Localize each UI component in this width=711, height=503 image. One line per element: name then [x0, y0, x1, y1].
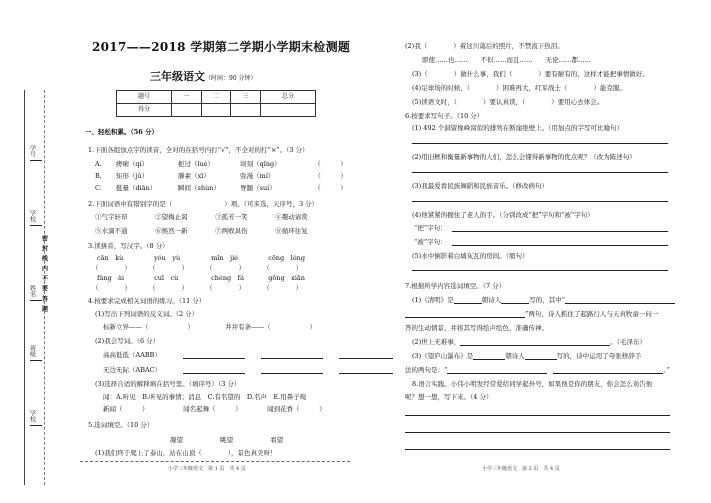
q7-1: (1)《清明》是 朝诗人 写的，其中“	[412, 296, 675, 304]
binding-label-school: 学校	[28, 210, 36, 222]
q4-3-items: 新闻（ ） 闻名起舞（ ） 闻到花香（ ）	[103, 405, 326, 413]
r-item-5: (5)读语文时，（ ）要认真读，（ ）要用心去体会。	[412, 98, 604, 106]
question-5: 5.选词填空。（10 分）	[88, 421, 154, 429]
q7-3-cont: 法的两句是：“ 。”	[405, 366, 670, 374]
q4-3: (3)选择合适的解释填在括号里。（填序号）（3 分）	[95, 380, 241, 388]
answer-line[interactable]	[405, 415, 670, 416]
page-footer-2: 小学三年级语文 第 2 页 共 4 页	[482, 466, 560, 472]
q6-4: (4)他紧紧的握住了老人的手。（分别改成“把”字句和“被”字句）	[412, 211, 594, 219]
q4-1-items: 标新立异——（ ） 井井有条——（ ）	[103, 323, 317, 331]
page-divider	[80, 461, 350, 462]
q7-1-cont: ”两句，诗人抓住了起路行人与天真牧童一问一	[405, 310, 658, 318]
r-item-3: (3)（ ）做什么事，我们（ ）要有耐有的，这样才能把事情做好。	[412, 70, 649, 78]
q7-1-end: 答的生动情景，并将其写得绘声绘色，准确传神。	[405, 324, 548, 332]
q6-1: (1) 492 个洞留像峰窝似的排列在断崖绝壁上。（用加点的字写可比喻句）	[412, 124, 623, 132]
q2-row-2: ⑤水滴不通 ⑥焕然一新 ⑦两败具伤 ⑧循环往复	[95, 227, 308, 235]
score-header-cell: 二	[201, 91, 231, 104]
answer-line[interactable]	[405, 432, 670, 433]
score-table-row	[117, 104, 316, 117]
seal-line-text: 密 封 线 内 不 要 答 题	[40, 235, 48, 313]
q3-pinyin-row-2: fàng ài cuī cù chéng fá gōng xiān	[97, 274, 305, 282]
binding-blank	[30, 225, 42, 226]
page-footer-1: 小学三年级语文 第 1 页 共 4 页	[168, 466, 246, 472]
answer-line[interactable]	[412, 270, 668, 271]
q1-row-a: A. 痨痢（qí） 扼过（luè） 顷刻（qǐng） （ ）	[95, 160, 347, 168]
section-1-heading: 一、轻松积累。（56 分）	[85, 128, 159, 136]
time-note: （时间：90 分钟）	[205, 75, 257, 82]
answer-line[interactable]	[412, 201, 668, 202]
q4-3-explanation: 闻：A.听见 B.听见的事情；消息 C.有名望的 D.名声 E.用鼻子嗅	[103, 393, 307, 401]
r-item-2: (2)我（ ）着这川蔼后的照片，不禁流下热泪。	[405, 42, 564, 50]
exam-subtitle	[150, 70, 257, 84]
question-3: 3.读拼音，写汉字。（8 分）	[88, 242, 169, 250]
binding-blank	[30, 360, 42, 361]
subject-grade: 三年级语文	[150, 70, 205, 83]
score-header-cell: 总分	[260, 91, 315, 104]
q2-row-1: ①气宇轩昂 ②望梅止渴 ③孤芳一笑 ④趣动请赏	[95, 213, 308, 221]
score-table-header-row	[117, 91, 316, 104]
q1-row-c: C. 挺量（diān） 瞬间（shùn） 脊髓（suí） （ ）	[95, 184, 347, 192]
q4-1: (1)写出下列词语的反义词。（2 分）	[95, 310, 199, 318]
binding-label-student-no: 学号	[28, 145, 36, 157]
answer-line[interactable]	[405, 449, 670, 450]
q6-4-bei: “被”字句：	[414, 238, 447, 246]
q4-2-row-2[interactable]: 无边无际（ABAC）	[103, 366, 393, 374]
q6-3: (3)我最爱看民族舞蹈和民族音乐。（修改病句）	[412, 182, 548, 190]
r-item-4: (4)足球场的时候，（ ）困难再大，红军战士（ ）能克服。	[412, 84, 626, 92]
q1-row-b: B. 矩形（jǔ） 滕素（xī） 弥漫（mí） （ ）	[95, 172, 347, 180]
q6-2: (2)用旧框和衡量新事物的人们，怎么会懂得新事物的优点呢？（改为陈述句）	[412, 153, 636, 161]
question-7: 7.根据所学内容选词填空。（7 分）	[405, 282, 506, 290]
answer-line[interactable]	[452, 231, 668, 232]
question-8: 8.语言实践。小伟小明发经常爱给同学起外号，如果他是你的朋友，你会怎么劝告他	[412, 380, 653, 388]
question-8-cont: 呢？想一想，写下来。（4 分）	[405, 393, 493, 401]
answer-line[interactable]	[412, 172, 668, 173]
q5-1: (1)我们终于爬上了泰山，站在山顶（ ），景色真美呀！	[95, 449, 277, 457]
q4-2: (2)我会写词。（6 分）	[95, 337, 160, 345]
connector-word-bank: 即使……也…… 不但……而且…… 无论……都……	[422, 56, 591, 64]
question-2: 2.下面词语中有错别字的是（ ）项。（可多选，天序号，3 分）	[88, 200, 319, 208]
score-cell[interactable]	[172, 104, 202, 117]
q4-2-row-1[interactable]: 高高低低（AABB）	[103, 351, 393, 359]
score-header-cell: 一	[172, 91, 202, 104]
binding-blank	[30, 300, 42, 301]
q3-pinyin-row-1: cān kù yóu yù mǐn jié cōng lóng	[97, 254, 305, 262]
score-cell[interactable]	[231, 104, 261, 117]
binding-label-class: 班级	[28, 345, 36, 357]
q7-3: (3)《望庐山瀑布》是 朝诗人 写的，诗中运用了夸张修辞手	[412, 352, 642, 360]
answer-line[interactable]	[412, 143, 668, 144]
binding-label-school-2: 学校	[28, 410, 36, 422]
answer-line[interactable]	[452, 245, 668, 246]
q3-answer-row-1[interactable]: （ ） （ ） （ ） （ ）	[92, 264, 303, 272]
question-1: 1.下面各组加点字的读音，全对的在括号内打“√”，不全对的打“×”。（3 分）	[88, 146, 309, 154]
question-6: 6.按要求写句子。（10 分）	[405, 112, 484, 120]
score-cell[interactable]	[260, 104, 315, 117]
binding-blank	[30, 160, 42, 161]
q7-2: (2)世上无难事， 。（毛泽东）	[412, 338, 646, 346]
binding-line	[24, 90, 25, 485]
score-header-cell: 题号	[117, 91, 172, 104]
score-row-label: 得分	[117, 104, 172, 117]
exam-title: 2017——2018 学期第二学期小学期末检测题	[92, 40, 351, 54]
score-cell[interactable]	[201, 104, 231, 117]
q6-4-ba: “把”字句：	[414, 224, 447, 232]
q6-5: (5)水中倒影着白墙灰瓦的房间。（缩句）	[412, 252, 529, 260]
score-header-cell: 三	[231, 91, 261, 104]
q3-answer-row-2[interactable]: （ ） （ ） （ ） （ ）	[92, 284, 303, 292]
question-4: 4.按要求完成相关词语的练习。（11 分）	[88, 297, 206, 305]
score-table	[116, 90, 316, 117]
binding-label-name: 姓名	[28, 285, 36, 297]
q5-word-bank: 凝望 眺望 看望	[170, 436, 284, 444]
binding-blank	[30, 425, 42, 426]
